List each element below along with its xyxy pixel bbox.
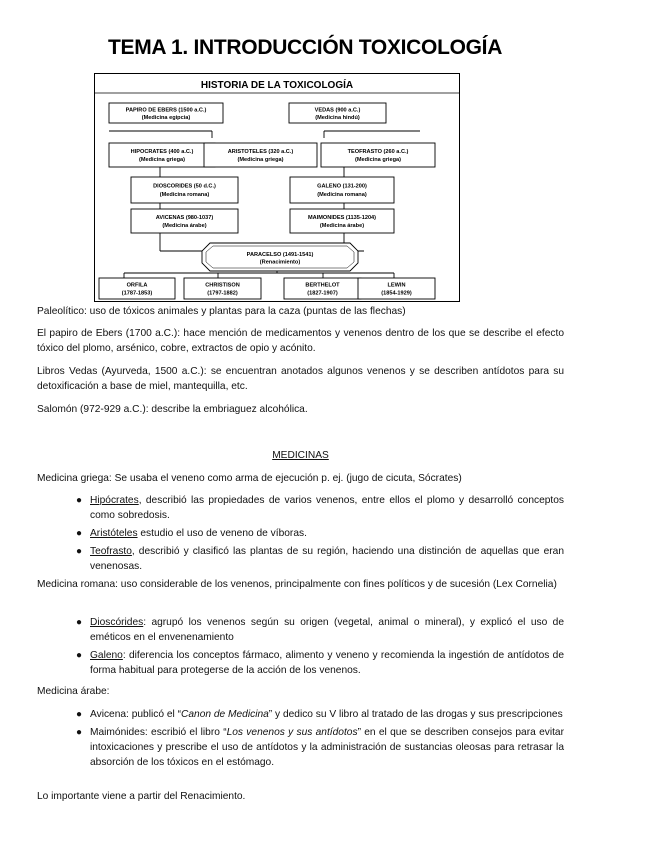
node-galeno-sub: (Medicina romana) bbox=[317, 192, 367, 198]
list-item bbox=[37, 493, 564, 523]
closing-paragraph: Lo importante viene a partir del Renacimiento. bbox=[37, 791, 246, 802]
medicina-arabe-list bbox=[37, 707, 564, 773]
medicina-arabe-intro: Medicina árabe: bbox=[37, 686, 110, 697]
item-name: Dioscórides bbox=[90, 617, 144, 628]
list-item bbox=[37, 526, 564, 541]
bullet-icon: ● bbox=[76, 727, 83, 738]
node-aristoteles-name: ARISTOTELES (320 a.C.) bbox=[227, 149, 294, 155]
node-lewin-name: LEWIN bbox=[387, 282, 406, 289]
node-hipocrates bbox=[109, 143, 215, 167]
item-text: estudio el uso de veneno de víboras. bbox=[137, 528, 307, 539]
paragraph-papiro-ebers: El papiro de Ebers (1700 a.C.): hace mención de medicamentos y venenos dentro de los que se describe el efecto tóxico del plomo, arsénico, cobre, extractos de opio y acónito. bbox=[37, 328, 564, 354]
node-avicenas bbox=[131, 209, 238, 233]
list-item bbox=[37, 544, 564, 574]
diagram-title: HISTORIA DE LA TOXICOLOGÍA bbox=[200, 80, 354, 91]
paragraph-vedas: Libros Vedas (Ayurveda, 1500 a.C.): se encuentran anotados algunos venenos y se describen antídotos para su detoxificación a base de miel, mantequilla, etc. bbox=[37, 366, 564, 392]
item-text: : diferencia los conceptos fármaco, alimento y veneno y recomienda la ingestión de antídotos de forma habitual para protegerse de la acción de los venenos. bbox=[90, 650, 564, 676]
bullet-icon: ● bbox=[76, 495, 83, 506]
bullet-icon: ● bbox=[76, 617, 83, 628]
node-dioscorides bbox=[131, 177, 238, 203]
node-aristoteles-sub: (Medicina griega) bbox=[237, 157, 284, 163]
item-name: Teofrasto bbox=[90, 546, 132, 557]
node-avicenas-name: AVICENAS (980-1037) bbox=[155, 215, 214, 221]
item-name: Aristóteles bbox=[90, 528, 138, 539]
list-item bbox=[37, 707, 564, 722]
node-orfila-name: ORFILA bbox=[126, 282, 148, 289]
node-orfila-sub: (1787-1853) bbox=[121, 290, 153, 297]
node-dioscorides-sub: (Medicina romana) bbox=[159, 192, 210, 198]
node-galeno bbox=[290, 177, 394, 203]
history-diagram bbox=[94, 73, 460, 303]
node-papiro-ebers-sub: (Medicina egipcia) bbox=[141, 115, 191, 121]
node-christison-name: CHRISTISON bbox=[205, 282, 240, 289]
bullet-icon: ● bbox=[76, 528, 83, 539]
node-hipocrates-name: HIPOCRATES (400 a.C.) bbox=[130, 149, 194, 155]
item-text: ” en el que se describen consejos para evitar intoxicaciones y prescribe el uso de antídotos y la administración de sustancias oleosas para retrasar la absorción de los tóxicos en el estómago. bbox=[90, 727, 564, 768]
item-text: , describió y clasificó las plantas de su región, haciendo una distinción de aquellas que eran venenosas. bbox=[90, 546, 564, 572]
node-teofrasto-sub: (Medicina griega) bbox=[354, 157, 402, 163]
node-avicenas-sub: (Medicina árabe) bbox=[162, 223, 207, 229]
item-text: ” y dedico su V libro al tratado de las drogas y sus prescripciones bbox=[268, 709, 563, 720]
node-aristoteles bbox=[204, 143, 317, 167]
node-maimonides-sub: (Medicina árabe) bbox=[319, 223, 365, 229]
list-item bbox=[37, 648, 564, 678]
item-text: : agrupó los venenos según su origen (vegetal, animal o mineral), y explicó el uso de eméticos en el envenenamiento bbox=[90, 617, 564, 643]
item-title: Los venenos y sus antídotos bbox=[226, 727, 358, 738]
page-title: TEMA 1. INTRODUCCIÓN TOXICOLOGÍA bbox=[108, 36, 503, 59]
bullet-icon: ● bbox=[76, 709, 83, 720]
medicinas-heading: MEDICINAS bbox=[272, 450, 329, 461]
node-berthelot-name: BERTHELOT bbox=[305, 282, 340, 289]
node-maimonides-name: MAIMONIDES (1135-1204) bbox=[307, 215, 377, 221]
node-dioscorides-name: DIOSCORIDES (50 d.C.) bbox=[153, 183, 216, 190]
node-maimonides bbox=[290, 209, 394, 233]
medicina-griega-list bbox=[37, 493, 564, 577]
node-lewin-sub: (1854-1929) bbox=[381, 290, 412, 297]
medicina-griega-intro: Medicina griega: Se usaba el veneno como arma de ejecución p. ej. (jugo de cicuta, Sócrates) bbox=[37, 473, 462, 484]
list-item bbox=[37, 615, 564, 645]
bullet-icon: ● bbox=[76, 546, 83, 557]
item-text: Maimónides: escribió el libro “ bbox=[90, 727, 227, 738]
paragraph-paleolitico: Paleolítico: uso de tóxicos animales y plantas para la caza (puntas de las flechas) bbox=[37, 306, 406, 317]
node-galeno-name: GALENO (131-200) bbox=[317, 183, 367, 190]
list-item bbox=[37, 725, 564, 770]
node-vedas-sub: (Medicina hindú) bbox=[315, 115, 360, 121]
item-text: , describió las propiedades de varios venenos, entre ellos el plomo y desarrolló conceptos como sobredosis. bbox=[90, 495, 564, 521]
node-vedas-name: VEDAS (900 a.C.) bbox=[314, 107, 361, 114]
node-christison-sub: (1797-1882) bbox=[207, 290, 238, 297]
node-berthelot-sub: (1827-1907) bbox=[307, 290, 338, 297]
paragraph-salomon: Salomón (972-929 a.C.): describe la embriaguez alcohólica. bbox=[37, 404, 308, 415]
node-paracelso-sub: (Renacimiento) bbox=[259, 259, 301, 266]
node-teofrasto bbox=[321, 143, 435, 167]
medicina-romana-intro: Medicina romana: uso considerable de los venenos, principalmente con fines políticos y de sucesión (Lex Cornelia) bbox=[37, 579, 557, 590]
item-text: Avicena: publicó el “ bbox=[90, 709, 181, 720]
item-name: Galeno bbox=[90, 650, 123, 661]
node-hipocrates-sub: (Medicina griega) bbox=[138, 157, 186, 163]
medicina-romana-list bbox=[37, 615, 564, 681]
bullet-icon: ● bbox=[76, 650, 83, 661]
item-title: Canon de Medicina bbox=[181, 709, 269, 720]
node-teofrasto-name: TEOFRASTO (260 a.C.) bbox=[347, 149, 409, 155]
node-papiro-ebers-name: PAPIRO DE EBERS (1500 a.C.) bbox=[125, 107, 207, 114]
node-paracelso-name: PARACELSO (1491-1541) bbox=[246, 252, 314, 258]
item-name: Hipócrates bbox=[90, 495, 139, 506]
